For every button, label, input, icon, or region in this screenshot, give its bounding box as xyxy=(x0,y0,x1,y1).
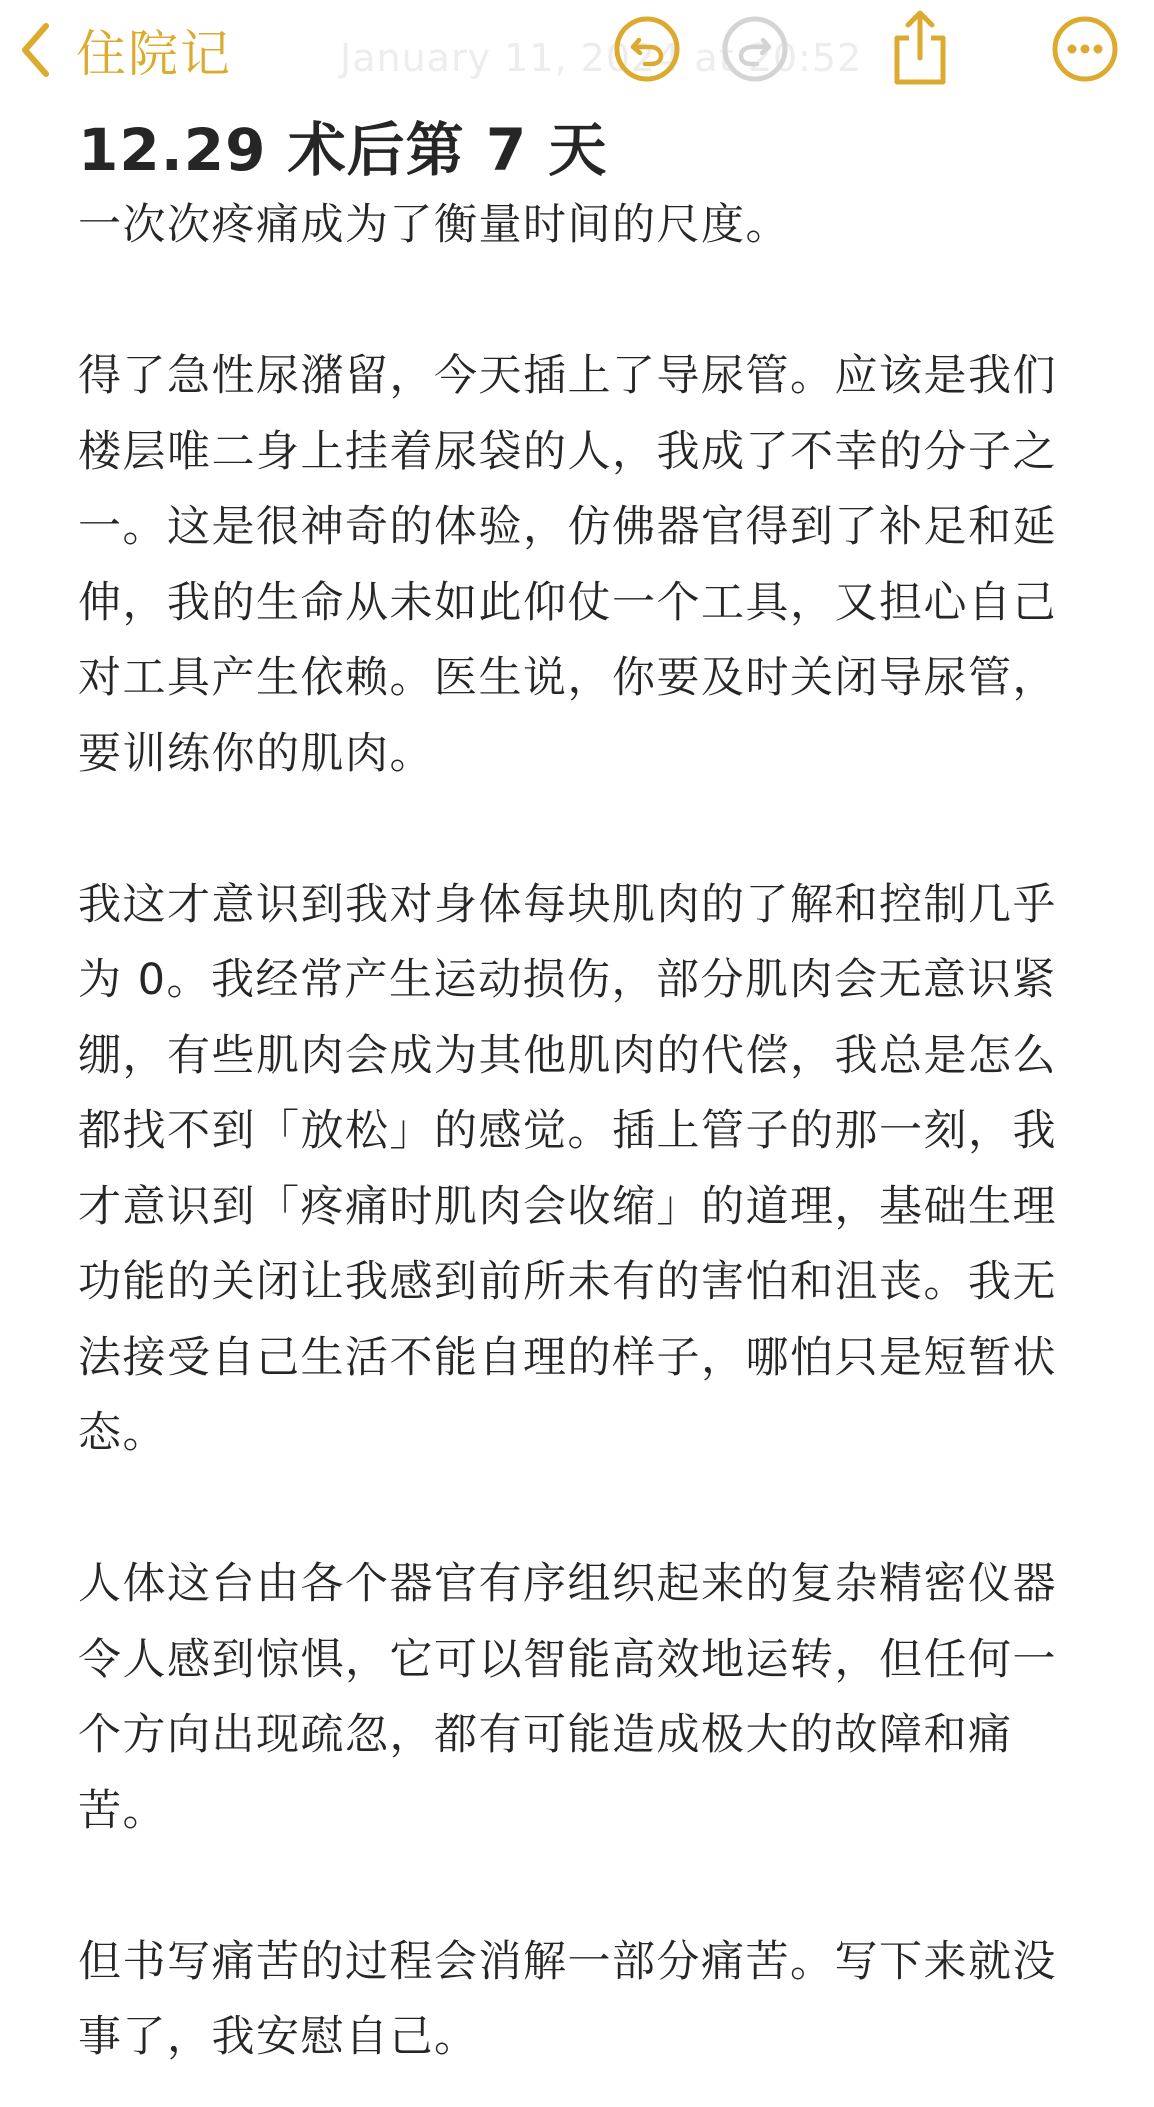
back-button[interactable] xyxy=(20,18,232,82)
note-paragraph: 人体这台由各个器官有序组织起来的复杂精密仪器令人感到惊惧，它可以智能高效地运转，但任何一个方向出现疏忽，都有可能造成极大的故障和痛苦。 xyxy=(78,1559,1057,1836)
undo-icon xyxy=(612,14,682,84)
redo-button[interactable] xyxy=(720,14,790,84)
undo-button[interactable] xyxy=(612,14,682,84)
note-paragraph: 但书写痛苦的过程会消解一部分痛苦。写下来就没事了，我安慰自己。 xyxy=(78,1936,1057,2062)
blank-line xyxy=(78,792,1088,868)
note-title: 12.29 术后第 7 天 xyxy=(78,116,608,184)
back-button-label: 住院记 xyxy=(76,25,232,83)
more-icon xyxy=(1050,14,1120,84)
chevron-left-icon xyxy=(20,22,50,78)
note-paragraph: 我这才意识到我对身体每块肌肉的了解和控制几乎为 0。我经常产生运动损伤，部分肌肉会无意识紧绷，有些肌肉会成为其他肌肉的代偿，我总是怎么都找不到「放松」的感觉。插上管子的那一刻，我才意识到「疼痛时肌肉会收缩」的道理，基础生理功能的关闭让我感到前所未有的害怕和沮丧。我无法接受自己生活不能自理的样子，哪怕只是短暂状态。 xyxy=(78,879,1057,1458)
redo-icon xyxy=(720,14,790,84)
note-body[interactable] xyxy=(78,112,1088,2076)
note-paragraph: 一次次疼痛成为了衡量时间的尺度。 xyxy=(78,200,790,250)
note-paragraph: 得了急性尿潴留，今天插上了导尿管。应该是我们楼层唯二身上挂着尿袋的人，我成了不幸的分子之一。这是很神奇的体验，仿佛器官得到了补足和延伸，我的生命从未如此仰仗一个工具，又担心自己对工具产生依赖。医生说，你要及时关闭导尿管，要训练你的肌肉。 xyxy=(78,351,1057,779)
blank-line xyxy=(78,1849,1088,1925)
share-icon xyxy=(885,10,955,86)
blank-line xyxy=(78,1472,1088,1548)
note-date-faded: January 11, 2024 at 20:52 xyxy=(340,36,863,80)
blank-line xyxy=(78,264,1088,340)
share-button[interactable] xyxy=(885,10,955,86)
notes-toolbar xyxy=(0,0,1154,100)
more-options-button[interactable] xyxy=(1050,14,1120,84)
